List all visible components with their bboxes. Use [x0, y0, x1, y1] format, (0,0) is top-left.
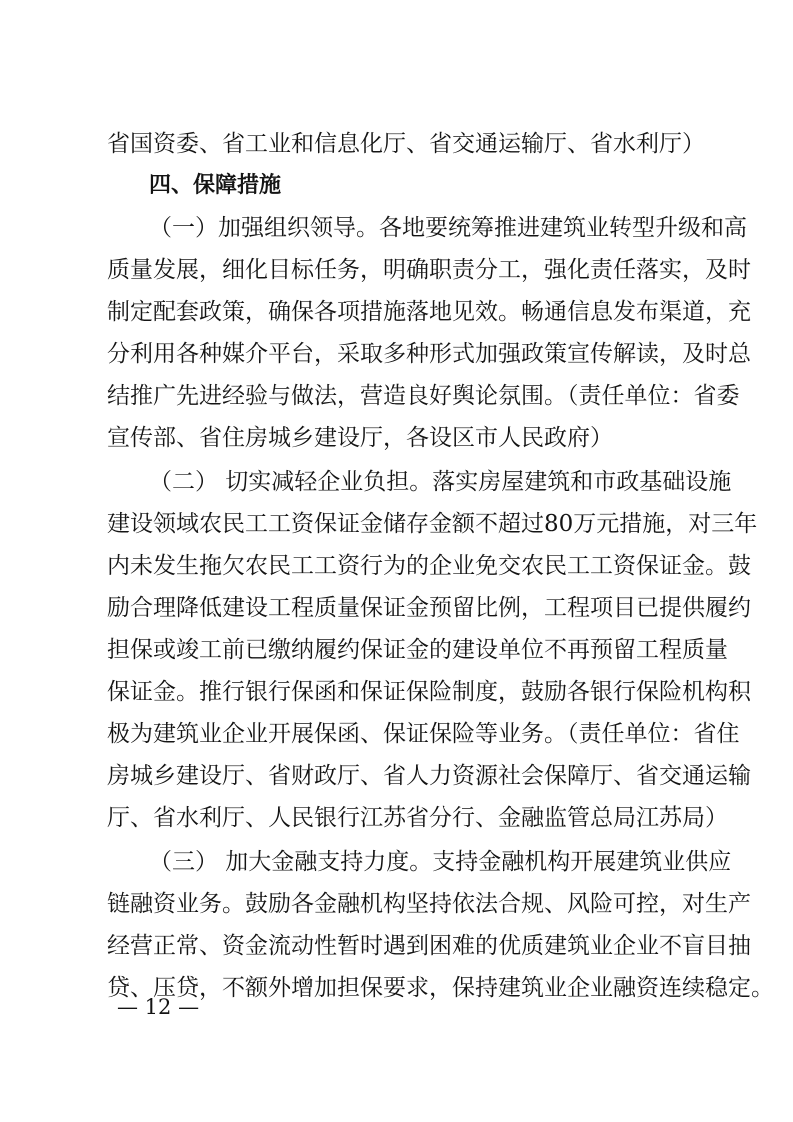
section-heading: 四、保障措施	[149, 173, 282, 198]
body-line: 保证金。推行银行保函和保证保险制度，鼓励各银行保险机构积	[107, 679, 751, 705]
paragraph-first-line: （三） 加大金融支持力度。支持金融机构开展建筑业供应	[149, 849, 732, 875]
page-number: — 12 —	[117, 995, 200, 1019]
body-line: 极为建筑业企业开展保函、保证保险等业务。（责任单位：省住	[107, 721, 740, 747]
body-line: 建设领域农民工工资保证金储存金额不超过80万元措施，对三年	[107, 511, 758, 537]
body-line: 结推广先进经验与做法，营造良好舆论氛围。（责任单位：省委	[107, 383, 740, 409]
body-line: 链融资业务。鼓励各金融机构坚持依法合规、风险可控，对生产	[107, 891, 751, 917]
body-line: 房城乡建设厅、省财政厅、省人力资源社会保障厅、省交通运输	[107, 763, 751, 789]
body-line: 省国资委、省工业和信息化厅、省交通运输厅、省水利厅）	[107, 131, 705, 157]
body-line: 励合理降低建设工程质量保证金预留比例，工程项目已提供履约	[107, 595, 751, 621]
body-line: 宣传部、省住房城乡建设厅，各设区市人民政府）	[107, 425, 613, 451]
body-line: 内未发生拖欠农民工工资行为的企业免交农民工工资保证金。鼓	[107, 553, 751, 579]
body-line: 贷、压贷，不额外增加担保要求，保持建筑业企业融资连续稳定。	[107, 975, 774, 1001]
body-line: 担保或竣工前已缴纳履约保证金的建设单位不再预留工程质量	[107, 637, 728, 663]
body-line: 经营正常、资金流动性暂时遇到困难的优质建筑业企业不盲目抽	[107, 933, 751, 959]
body-line: 质量发展，细化目标任务，明确职责分工，强化责任落实，及时	[107, 257, 751, 283]
paragraph-first-line: （一）加强组织领导。各地要统筹推进建筑业转型升级和高	[149, 215, 747, 241]
body-line: 厅、省水利厅、人民银行江苏省分行、金融监管总局江苏局）	[107, 805, 728, 831]
body-line: 制定配套政策，确保各项措施落地见效。畅通信息发布渠道，充	[107, 299, 751, 325]
paragraph-first-line: （二） 切实减轻企业负担。落实房屋建筑和市政基础设施	[149, 469, 732, 495]
body-line: 分利用各种媒介平台，采取多种形式加强政策宣传解读，及时总	[107, 341, 751, 367]
